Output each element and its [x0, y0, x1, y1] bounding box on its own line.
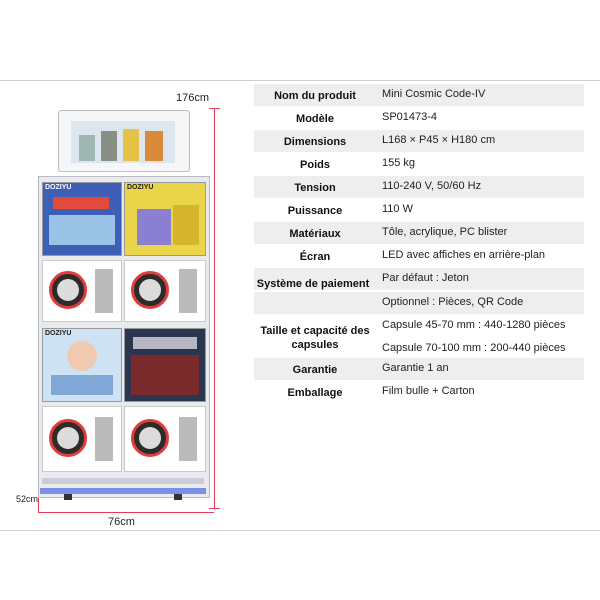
coin-unit-upper-right: [124, 260, 206, 322]
dispense-knob-icon[interactable]: [131, 271, 169, 309]
spec-value: Garantie 1 an: [382, 362, 449, 374]
spec-value: L168 × P45 × H180 cm: [382, 134, 496, 146]
top-divider: [0, 80, 600, 81]
spec-value: 110 W: [382, 203, 413, 215]
spec-row: [254, 199, 584, 221]
spec-row: [254, 176, 584, 198]
height-dimension-line: [214, 108, 215, 508]
spec-key: Garantie: [292, 364, 338, 376]
spec-key: Poids: [300, 159, 330, 171]
spec-row: [254, 84, 584, 106]
spec-value: 155 kg: [382, 157, 416, 169]
spec-key: Taille et capacité des capsules: [260, 325, 370, 351]
spec-key: Dimensions: [283, 136, 347, 148]
figurine-shelf: [71, 121, 175, 163]
spec-key: Tension: [294, 182, 336, 194]
width-dimension-label: 76cm: [108, 516, 135, 528]
dispense-knob-icon[interactable]: [49, 271, 87, 309]
spec-value: Capsule 70-100 mm : 200-440 pièces: [382, 342, 566, 354]
base-strip: [42, 478, 204, 484]
poster-lower-left: DOZIYU: [42, 328, 122, 402]
poster-lower-right: [124, 328, 206, 402]
spec-key: Nom du produit: [274, 90, 356, 102]
wheel-left: [64, 494, 72, 500]
spec-key: Puissance: [287, 205, 343, 217]
figurine-4: [145, 131, 163, 161]
spec-value: Mini Cosmic Code-IV: [382, 88, 486, 100]
spec-row: [254, 268, 584, 314]
spec-value: Film bulle + Carton: [382, 385, 475, 397]
spec-value: SP01473-4: [382, 111, 438, 123]
spec-row: [254, 153, 584, 175]
wheel-right: [174, 494, 182, 500]
spec-key: Système de paiement: [256, 278, 370, 290]
spec-value: Capsule 45-70 mm : 440-1280 pièces: [382, 319, 566, 331]
spec-row: [254, 245, 584, 267]
coin-unit-lower-left: [42, 406, 122, 472]
spec-value: 110-240 V, 50/60 Hz: [382, 180, 482, 192]
spec-key: Écran: [299, 251, 331, 263]
brand-tag: DOZIYU: [45, 184, 72, 191]
spec-value: Optionnel : Pièces, QR Code: [382, 296, 524, 308]
spec-value: Tôle, acrylique, PC blister: [382, 226, 508, 238]
poster-upper-left: [42, 182, 122, 256]
figurine-3: [123, 129, 139, 161]
coin-unit-lower-right: [124, 406, 206, 472]
spec-row: [254, 107, 584, 129]
figurine-1: [79, 135, 95, 161]
spec-value: LED avec affiches en arrière-plan: [382, 249, 546, 261]
coin-unit-upper-left: [42, 260, 122, 322]
spec-row: [254, 315, 584, 361]
base-dimension-label: 52cm: [16, 494, 39, 504]
spec-row: [254, 381, 584, 403]
spec-row: [254, 358, 584, 380]
spec-value: Par défaut : Jeton: [382, 272, 469, 284]
spec-key: Emballage: [287, 387, 343, 399]
height-dimension-label: 176cm: [176, 92, 210, 104]
dispense-knob-icon[interactable]: [131, 419, 169, 457]
spec-row: [254, 222, 584, 244]
spec-key: Modèle: [296, 113, 334, 125]
dispense-knob-icon[interactable]: [49, 419, 87, 457]
spec-row: [254, 130, 584, 152]
spec-key: Matériaux: [289, 228, 341, 240]
bottom-divider: [0, 530, 600, 531]
width-dimension-line: [38, 512, 214, 513]
top-display-case: [58, 110, 190, 172]
figurine-2: [101, 131, 117, 161]
poster-upper-right: DOZIYU: [124, 182, 206, 256]
